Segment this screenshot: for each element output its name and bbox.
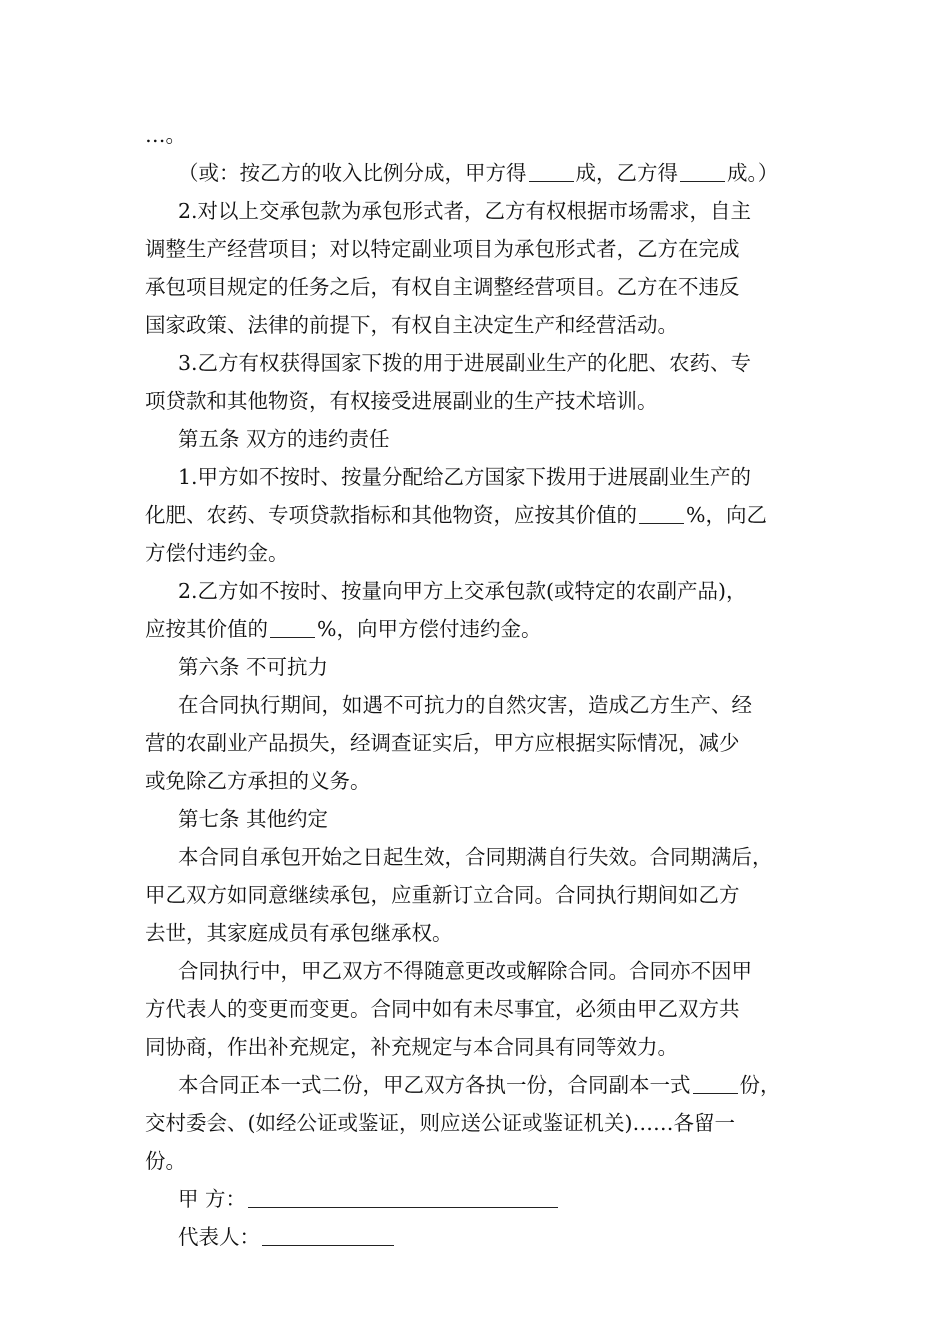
- text-line: 3.乙方有权获得国家下拨的用于进展副业生产的化肥、农药、专: [178, 351, 752, 375]
- text-segment: 成，乙方得: [575, 161, 678, 185]
- text-line: 去世，其家庭成员有承包继承权。: [145, 921, 453, 945]
- text-line: [145, 496, 810, 534]
- fill-blank: [639, 522, 684, 524]
- text-segment: 成。）: [727, 161, 779, 185]
- text-line: [145, 1066, 810, 1104]
- text-line: 甲乙双方如同意继续承包，应重新订立合同。合同执行期间如乙方: [145, 883, 740, 907]
- party-a-blank: [248, 1206, 558, 1208]
- section-heading: 第五条 双方的违约责任: [178, 427, 390, 451]
- text-line: …。: [145, 123, 186, 147]
- text-line: 1.甲方如不按时、按量分配给乙方国家下拨用于进展副业生产的: [178, 465, 752, 489]
- text-line: 本合同自承包开始之日起生效，合同期满自行失效。合同期满后，: [178, 845, 773, 869]
- text-line: 承包项目规定的任务之后，有权自主调整经营项目。乙方在不违反: [145, 275, 740, 299]
- text-segment: 本合同正本一式二份，甲乙双方各执一份，合同副本一式: [178, 1073, 691, 1097]
- representative-blank: [262, 1244, 394, 1246]
- text-line: 方偿付违约金。: [145, 541, 289, 565]
- section-heading: 第七条 其他约定: [178, 807, 329, 831]
- text-line: 营的农副业产品损失，经调查证实后，甲方应根据实际情况，减少: [145, 731, 740, 755]
- text-line: 调整生产经营项目；对以特定副业项目为承包形式者，乙方在完成: [145, 237, 740, 261]
- text-segment: 化肥、农药、专项贷款指标和其他物资，应按其价值的: [145, 503, 637, 527]
- fill-blank: [529, 180, 574, 182]
- contract-body: [145, 116, 810, 1256]
- representative-label: 代表人：: [178, 1225, 260, 1249]
- text-line: 项贷款和其他物资，有权接受进展副业的生产技术培训。: [145, 389, 658, 413]
- text-line: 份。: [145, 1149, 186, 1173]
- text-line: 交村委会、(如经公证或鉴证，则应送公证或鉴证机关)……各留一: [145, 1111, 735, 1135]
- text-line: 同协商，作出补充规定，补充规定与本合同具有同等效力。: [145, 1035, 678, 1059]
- fill-blank: [693, 1092, 738, 1094]
- text-line: [145, 154, 810, 192]
- representative-signature: [145, 1218, 810, 1256]
- party-a-signature: [145, 1180, 810, 1218]
- text-line: 国家政策、法律的前提下，有权自主决定生产和经营活动。: [145, 313, 678, 337]
- text-line: 2.乙方如不按时、按量向甲方上交承包款(或特定的农副产品)，: [178, 579, 747, 603]
- text-line: 在合同执行期间，如遇不可抗力的自然灾害，造成乙方生产、经: [178, 693, 752, 717]
- text-line: [145, 610, 810, 648]
- text-line: 方代表人的变更而变更。合同中如有未尽事宜，必须由甲乙双方共: [145, 997, 740, 1021]
- fill-blank: [680, 180, 725, 182]
- section-heading: 第六条 不可抗力: [178, 655, 329, 679]
- text-segment: %，向甲方偿付违约金。: [317, 617, 542, 641]
- text-segment: 份，: [739, 1073, 781, 1097]
- text-segment: 应按其价值的: [145, 617, 268, 641]
- text-line: 2.对以上交承包款为承包形式者，乙方有权根据市场需求，自主: [178, 199, 752, 223]
- text-segment: %，向乙: [686, 503, 767, 527]
- text-line: 或免除乙方承担的义务。: [145, 769, 371, 793]
- party-a-label: 甲 方：: [178, 1187, 247, 1211]
- text-segment: （或：按乙方的收入比例分成，甲方得: [178, 161, 527, 185]
- text-line: 合同执行中，甲乙双方不得随意更改或解除合同。合同亦不因甲: [178, 959, 752, 983]
- fill-blank: [270, 636, 315, 638]
